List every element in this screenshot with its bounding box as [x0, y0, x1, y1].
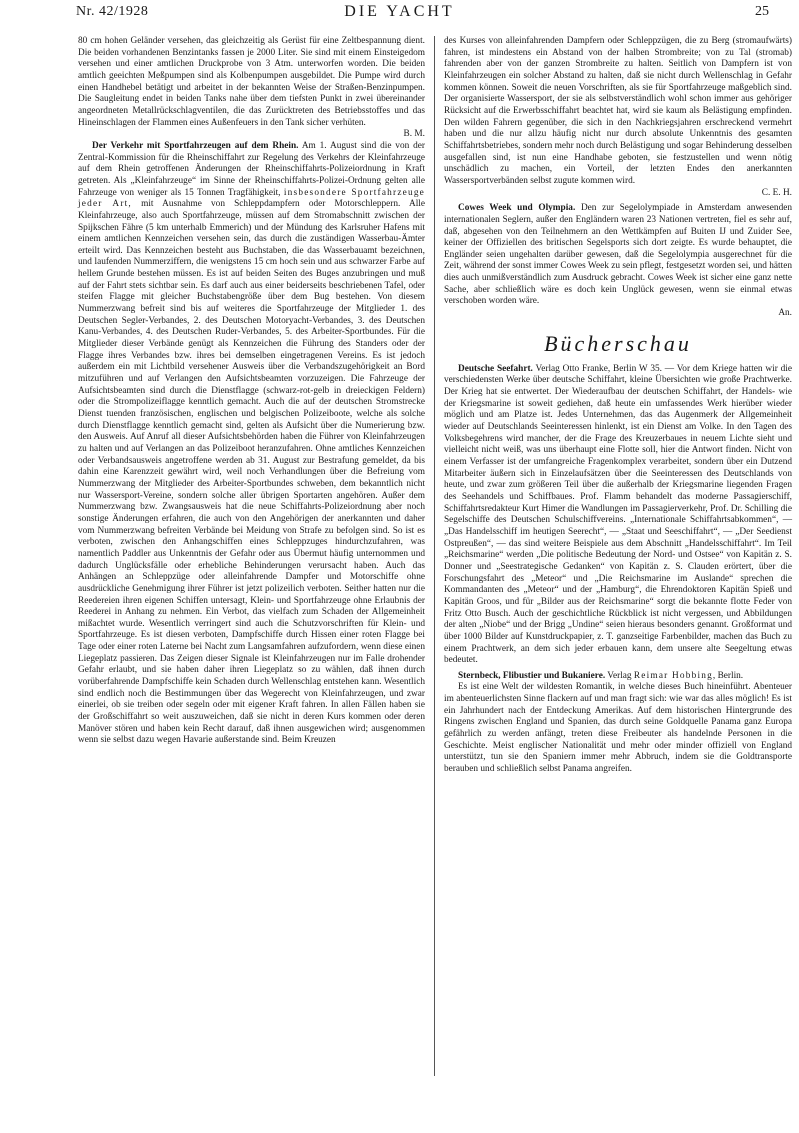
- section-title-buecherschau: Bücherschau: [544, 330, 692, 356]
- cowes-article-paragraph: [444, 203, 792, 308]
- review-1-body: Vor dem Kriege hatten wir die verschiedensten Werke über deutsche Schiffahrt, kleine Übersichten wie große Prachtwerke. Der Krieg hat sie entwertet. Der Wiederaufbau der deutschen Schiffahrt, der Handels- wie der Kriegsmarine ist soweit gediehen, daß heute ein umfassendes Werk hierüber wieder möglich und am Platze ist. Jedes Unternehmen, das das Augenmerk der Allgemeinheit wieder auf Deutschlands Seeinteressen hinlenkt, ist ein Dienst am Volke. In den Tagen des Volksbegehrens wird mancher, der die Frage des Kreuzerbaues in neuem Lichte sieht und vielleicht nicht weiß, was uns überhaupt eine Flotte soll, hier die Antwort finden. Nicht von einem Verfasser ist der umfangreiche Fragenkomplex verarbeitet, sondern über ein Dutzend Mitarbeiter äußern sich in Einzelaufsätzen über die Seeinteressen des Deutschlands von heute, und zwar zum größeren Teil über die außerhalb der Kriegsmarine liegenden Fragen des Seehandels und Schiffbaues. Prof. Flamm behandelt das moderne Passagierschiff, Schiffahrtsredakteur Kurt Himer die Wandlungen im Passagierverkehr, Prof. Dr. Schilling die Segelschiffe des Deutschen Schulschiffvereins. „Internationale Schiffahrtsabkommen“, — „Das Handelsschiff im heutigen Seerecht“, — „Staat und Seeschiffahrt“, — „Der Seedienst Ostpreußen“, — das sind weitere Beispiele aus dem Abschnitt „Handelsschiffahrt“. Im Teil „Reichsmarine“ werden „Die politische Bedeutung der Nord- und Ostsee“ von Kapitän z. S. Donner und „Seestrategische Gedanken“ von Kapitän z. S. Clauden erörtert, über die Forschungsfahrt des „Meteor“ und „Die Reichsmarine im Auslande“ sprechen die Kommandanten des „Meteor“ und der „Hamburg“, die Ehrendoktoren Kapitän Spieß und Kapitän Groos, und für „Bilder aus der Reichsmarine“ sorgt die bekannte flotte Feder von Fritz Otto Busch. Auch der geschichtliche Rückblick ist nicht vergessen, und Abbildungen der alten „Niobe“ und der Brigg „Undine“ seien hieraus besonders genannt. Großformat und über 1000 Bilder auf Kunstdruckpapier, z. T. ganzseitige Farbenbilder, machen das Buch zu einem Prachtwerk, an dem sich jeder erbauen kann, dem unsere alte Seegeltung etwas bedeutet.: [444, 363, 792, 666]
- review-sternbeck-heading-line: [444, 671, 792, 683]
- rhein-article-paragraph: [78, 141, 425, 747]
- rhein-article-emphasis: insbesondere Sportfahrzeuge jeder Art,: [78, 187, 425, 210]
- right-column: [444, 36, 792, 776]
- review-deutsche-seefahrt: [444, 364, 792, 667]
- cowes-article-heading: Cowes Week und Olympia.: [458, 203, 576, 214]
- cowes-article-body: Den zur Segelolympiade in Amsterdam anwesenden internationalen Seglern, außer den Engländern waren 23 Nationen vertreten, fiel es sehr auf, daß, abgesehen von den Teilnehmern an den Wettkämpfen auf Buiten IJ und Zuider See, keiner der Offiziellen des britischen Segelsports sich dort zeigte. Es wurde behauptet, die Engländer seien ungehalten darüber gewesen, daß die Segelolympia ausgerechnet für die Zeit, während der sonst immer Cowes Week zu sein pflegt, festgesetzt worden sei, und hätten dies auch unmißverständlich zum Ausdruck gebracht. Cowes Week ist sicher eine ganz nette Sache, aber schließlich wäre es doch kein Unglück gewesen, wenn sie einmal etwas verschoben worden wäre.: [444, 203, 792, 307]
- left-column: [78, 36, 425, 747]
- rhein-article-signature: C. E. H.: [761, 187, 792, 198]
- review-2-publisher-suffix: , Berlin.: [712, 670, 744, 681]
- rhein-article-body: mit Ausnahme von Schleppdampfern oder Motorschleppern. Alle Kleinfahrzeuge, also auch Sportfahrzeuge, müssen auf dem Stromabschnitt zwischen der Spijkschen Fähre (5 km unterhalb Emmerich) und der Mündung des Karlsruher Hafens mit einem amtlichen Kennzeichen versehen sein, das durch die zuständigen Wasserbau-Ämter erteilt wird. Das Kennzeichen besteht aus Buchstaben, die das Wasserbauamt bezeichnen, und laufenden Nummerziffern, die wenigstens 15 cm hoch sein und aus schwarzer Farbe auf hellem Grunde bestehen müssen. Es ist auf beiden Seiten des Buges anzubringen und muß auf der Fahrt stets sichtbar sein. Es darf auch aus einer beiderseits beschriebenen Tafel, oder steifen Flagge mit gleicher Buchstabengröße über dem Bug bestehen. Von diesem Nummerzwang befreit sind bis auf weiteres die Sportfahrzeuge der Mitglieder 1. des Deutschen Segler-Verbandes, 2. des Deutschen Motoryacht-Verbandes, 3. des Deutschen Kanu-Verbandes, 4. des Deutschen Ruder-Verbandes, 5. des Arbeiter-Sportbundes. Für die Mitglieder dieser Verbände genügt als Kennzeichen die Führung des Standers oder der Flagge ihres Verbandes bzw. ihres bei demselben eingetragenen Vereins. Es ist jedoch außerdem ein mit Lichtbild versehener Ausweis über die Verbandszugehörigkeit an Bord mitzuführen und auf Verlangen den Aufsichtsbeamten vorzuzeigen. Die Fahrzeuge der Aufsichtsbeamten sind durch die Dienstflagge (schwarz-rot-gelb in dreieckigen Feldern) oder die Strompolizeiflagge kenntlich gemacht. Auch die auf der deutschen Stromstrecke Dienst tuenden französischen, englischen und belgischen Polizeiboote, welche als solche durch Dienstflagge kenntlich gemacht sind, gelten als Aufsicht über die Numerierung bzw. den Ausweis. Auf Anruf all dieser Aufsichtsbehörden haben die Führer von Kleinfahrzeugen zu halten und auf Verlangen an das Polizeiboot heranzufahren. Ohne amtliches Kennzeichen oder Verbandsausweis angetroffene werden ab 31. August zur Bestrafung gemeldet, da bis dahin eine Karenzzeit gewährt wird, weil noch Verhandlungen über die Befreiung vom Nummerzwang der Mitglieder des Arbeiter-Sportbundes schweben, dem bekanntlich nicht nur Wassersport-Vereine, sondern solche aller übrigen Sportarten angehören. Außer dem Nummerzwang bzw. Zwangsausweis hat die neue Schiffahrts-Polizeiordnung aber noch sonstige Änderungen erfahren, die auch von den Angehörigen der anerkannten und daher vom Nummerzwang befreiten Verbände bei Meidung von Strafe zu befolgen sind. So ist es verboten, zwischen den Anhangschiffen eines Schleppzuges hindurchzufahren, was namentlich Paddler aus Unkenntnis der Gefahr oder aus Übermut häufig unternommen und dadurch Unglücksfälle oder erhebliche Behinderungen verursacht haben. Auch das Anhängen an Schleppzüge oder alleinfahrende Dampfer und Motorschiffe ohne ausdrückliche Genehmigung ihrer Führer ist jetzt polizeilich verboten. Seither hatten nur die Reedereien ihren eigenen Schiffen untersagt, Klein- und Sportfahrzeuge ohne Erlaubnis der Reederei in Anhang zu nehmen. Ein Verbot, das vielfach zum Schaden der Allgemeinheit mißachtet wurde. Wesentlich verringert sind auch die Schutzvorschriften für Klein- und Sportfahrzeuge. Es ist diesen verboten, Dampfschiffe durch Hissen einer roten Flagge bei Tage oder einer roten Laterne bei Nacht zum Langsamfahren aufzufordern, wenn diese einen Liegeplatz passieren. Das Zeigen dieser Signale ist Kleinfahrzeugen nur im Falle drohender Gefahr erlaubt, und sie haben daher ihren Liegeplatz so zu wählen, daß ihnen durch vorüberfahrende Dampfschiffe kein Schaden durch Wellenschlag entstehen kann. Wesentlich sind endlich noch die Bestimmungen über das Wegerecht von Kleinfahrzeugen, und zwar einerlei, ob sie treiben oder segeln oder mit eigener Kraft fahren. In allen Fällen haben sie der Großschiffahrt so weit auszuweichen, daß sie nicht in deren Kurs kommen oder deren Manöver stören und haben kein Recht darauf, daß ihnen ausgewichen wird; ausgenommen wenn sie selbst dazu wegen Havarie außerstande sind. Beim Kreuzen: [78, 199, 425, 746]
- intro-signature: B. M.: [403, 129, 425, 140]
- review-2-publisher-prefix: Verlag: [607, 670, 632, 681]
- review-2-body: Es ist eine Welt der wildesten Romantik, in welche dieses Buch hineinführt. Abenteuer im abenteuerlichsten Sinne flackern auf und man fragt sich: wie war das alles möglich! Es ist ein Jahrhundert nach der Entdeckung Amerikas. Auf dem historischen Hintergrunde des Ringens zwischen England und Spanien, das durch seine Goldquelle Panama ganz Europa gefährlich zu werden anfängt, treten diese Freibeuter als handelnde Personen in die Geschichte. Meist englischer Nationalität und mehr oder minder offiziell von England unterstützt, tun sie den Spaniern immer mehr Abbruch, indem sie die Goldtransporte berauben und schließlich selbst Panama angreifen.: [444, 682, 792, 775]
- cowes-article-signature: An.: [778, 308, 792, 319]
- intro-paragraph: 80 cm hohen Geländer versehen, das gleichzeitig als Gerüst für eine Zeltbespannung dient. Die beiden vorhandenen Benzintanks fassen je 2000 Liter. Sie sind mit einem Einsteigedom versehen und einer amtlichen Druckprobe von 3 Atm. unterworfen worden. Die beiden amtlich geeichten Meßpumpen sind als Kolbenpumpen ausgebildet. Die Pumpe wird durch einen Handhebel betätigt und arbeitet in der bekannten Weise der Straßen-Benzinpumpen. Die Saugleitung endet in beiden Tanks nahe über dem tiefsten Punkt in zwei übereinander angeordneten Metallrückschlagventilen, die das Zurücktreten des Betriebsstoffes und das Hineinschlagen der Flammen eines Außenfeuers in den Tank sicher verhüten.: [78, 36, 425, 128]
- issue-number: Nr. 42/1928: [76, 4, 149, 19]
- review-2-heading: Sternbeck, Flibustier und Bukaniere.: [458, 670, 606, 681]
- rhein-article-heading: Der Verkehr mit Sportfahrzeugen auf dem Rhein.: [92, 140, 299, 151]
- magazine-title: DIE YACHT: [344, 3, 455, 20]
- column-divider: [434, 36, 435, 1076]
- review-1-heading: Deutsche Seefahrt.: [458, 363, 533, 374]
- review-1-publisher: Verlag Otto Franke, Berlin W 35. —: [535, 363, 675, 374]
- review-2-publisher-name: Reimar Hobbing: [633, 670, 713, 681]
- rhein-article-lead: Am 1. August sind die von der Zentral-Kommission für die Rheinschiffahrt zur Regelung des Verkehrs der Kleinfahrzeuge auf dem Rhein getroffenen Änderungen der Rheinschiffahrts-Polizeiordnung in Kraft getreten. Als „Kleinfahrzeuge“ im Sinne der Rheinschiffahrts-Polizei-Ordnung gelten alle Fahrzeuge von weniger als 15 Tonnen Tragfähigkeit,: [78, 140, 425, 198]
- page-number: 25: [755, 4, 769, 19]
- rhein-article-continuation: des Kurses von alleinfahrenden Dampfern oder Schleppzügen, die zu Berg (stromaufwärts) fahren, ist mindestens ein Abstand von der halben Strombreite; von zu Tal (stromab) fahrenden aber von der ganzen Strombreite zu halten. Seitlich von Dampfern ist von Kleinfahrzeugen ein solcher Abstand zu halten, daß sie nicht durch Wellenschlag in Gefahr kommen können. Soweit die neuen Vorschriften, als sie für Sportfahrzeuge maßgeblich sind. Der organisierte Wassersport, der sie als selbstverständlich wohl schon immer aus gehöriger Rücksicht auf die Erwerbsschiffahrt beachtet hat, wird sie kaum als Belästigung empfinden. Den wilden Fahrern gegenüber, die sich in den Nachkriegsjahren erschreckend vermehrt haben und die nur allzu häufig nicht nur durch absolute Unkenntnis des gesamten Schiffahrtsbetriebes, sondern mehr noch durch Belästigung und sogar Behinderung desselben ausgefallen sind, ist nun eine Handhabe geboten, sie festzustellen und wenn nötig unschädlich zu machen, ein Vorteil, der letzten Endes den anerkannten Wassersportverbänden selbst zugute kommen wird.: [444, 36, 792, 186]
